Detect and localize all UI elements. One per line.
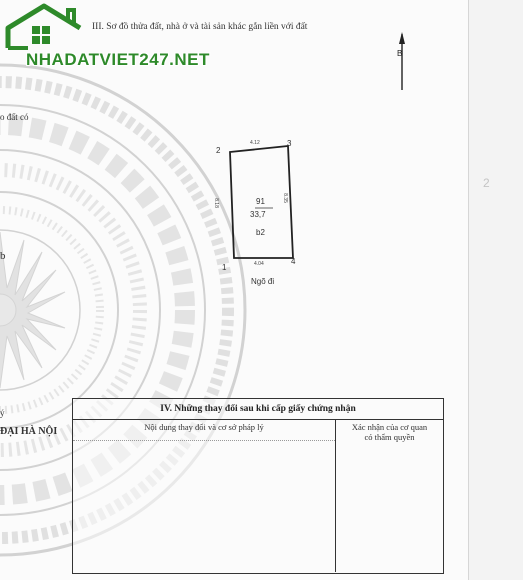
header-divider: [73, 440, 335, 441]
parcel-area: 33,7: [250, 210, 266, 219]
column-header-confirm-line2: có thẩm quyền: [364, 432, 415, 442]
left-fragment-1: o đất có: [0, 112, 29, 122]
section-title: III. Sơ đồ thửa đất, nhà ở và tài sản khác gắn liền với đất: [92, 22, 308, 32]
corner-label-3: 3: [287, 139, 292, 148]
road-label: Ngõ đi: [251, 277, 275, 286]
map-sheet-label: b2: [256, 228, 265, 237]
changes-content-column: [73, 420, 336, 572]
watermark-text: NHADATVIET247.NET: [26, 50, 210, 69]
dimension-top: 4.12: [250, 140, 260, 146]
dimension-bottom: 4.04: [254, 261, 264, 267]
corner-label-1: 1: [222, 263, 227, 272]
watermark-logo: [0, 0, 230, 80]
corner-label-2: 2: [216, 146, 221, 155]
column-header-content: Nội dung thay đổi và cơ sở pháp lý: [144, 422, 264, 432]
changes-confirm-column: [336, 420, 443, 572]
north-arrow-icon: [392, 30, 412, 92]
left-fragment-2: b: [0, 250, 6, 262]
changes-table: [72, 398, 444, 574]
side-page-mark: 2: [483, 176, 490, 190]
corner-label-4: 4: [291, 257, 296, 266]
changes-table-title: IV. Những thay đổi sau khi cấp giấy chứng nhận: [73, 399, 443, 420]
dimension-left: 8.18: [212, 198, 219, 208]
column-header-confirm-line1: Xác nhận của cơ quan: [351, 422, 428, 432]
north-label: B: [397, 49, 403, 58]
parcel-number: 91: [256, 197, 265, 206]
left-fragment-4: ĐẠI HÀ NỘI: [0, 426, 58, 437]
dimension-right: 8.35: [281, 193, 288, 203]
left-fragment-3: ý: [0, 408, 5, 418]
